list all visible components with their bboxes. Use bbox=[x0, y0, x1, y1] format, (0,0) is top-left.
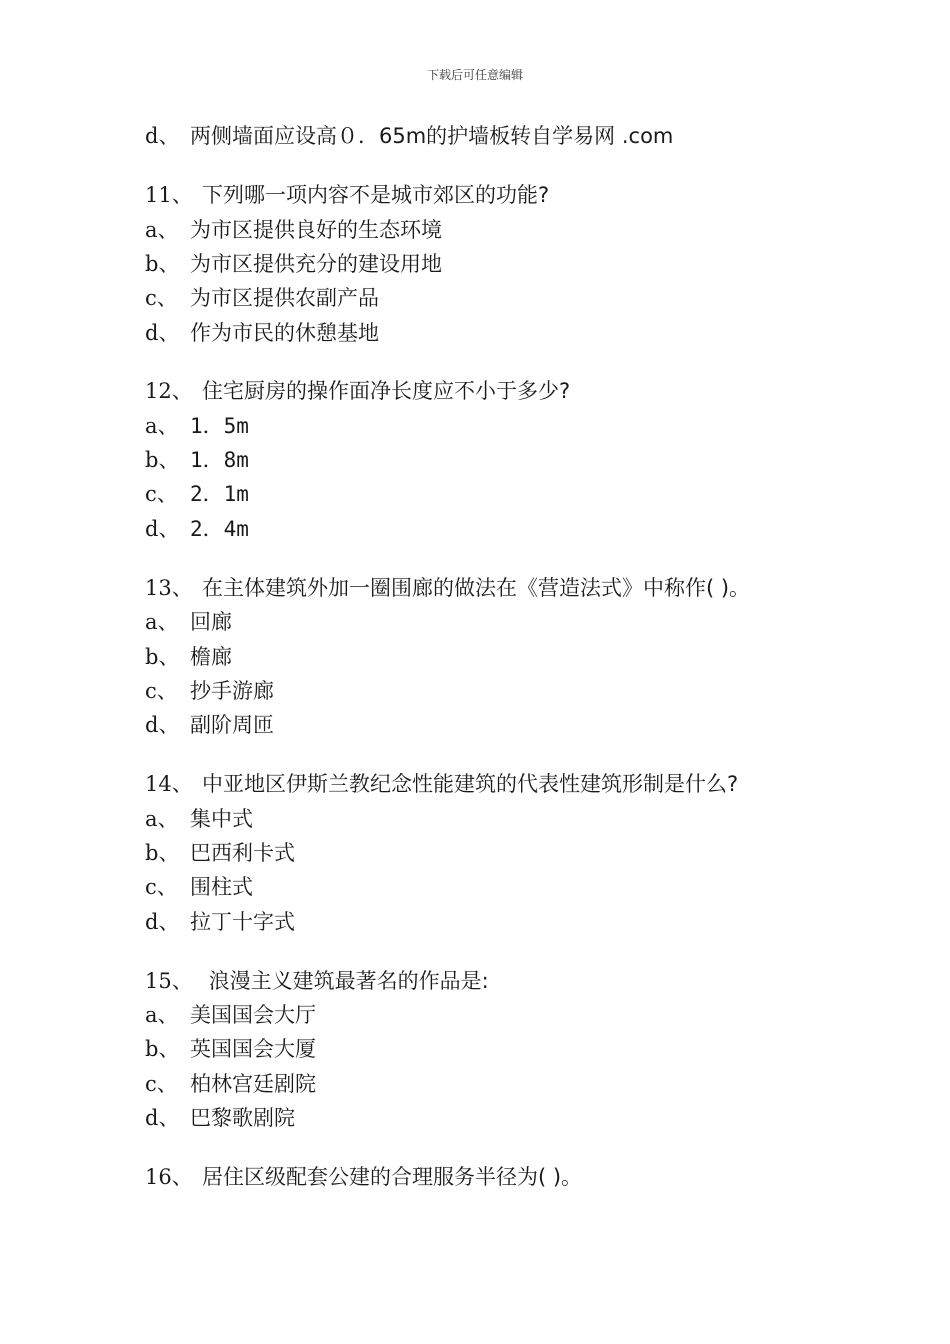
option-text: 巴黎歌剧院 bbox=[190, 1106, 295, 1130]
question-13 bbox=[145, 574, 750, 602]
option-12d bbox=[145, 515, 249, 543]
question-number: 14、 bbox=[145, 772, 193, 796]
question-text: 中亚地区伊斯兰教纪念性能建筑的代表性建筑形制是什么? bbox=[202, 772, 739, 796]
option-12c bbox=[145, 480, 249, 508]
option-label: b、 bbox=[145, 1037, 180, 1061]
option-text: 抄手游廊 bbox=[190, 679, 274, 703]
option-text: 为市区提供良好的生态环境 bbox=[190, 218, 442, 242]
option-text: 集中式 bbox=[190, 807, 253, 831]
question-text: 浪漫主义建筑最著名的作品是: bbox=[202, 969, 489, 993]
option-text: 两侧墙面应设高０．65m的护墙板转自学易网 .com bbox=[190, 124, 674, 148]
option-label: c、 bbox=[145, 875, 178, 899]
option-15c bbox=[145, 1070, 316, 1098]
option-label: a、 bbox=[145, 1003, 179, 1027]
option-text: 1．8m bbox=[190, 448, 249, 472]
option-12a bbox=[145, 412, 249, 440]
option-label: d、 bbox=[145, 517, 180, 541]
option-label: d、 bbox=[145, 1106, 180, 1130]
option-11a bbox=[145, 216, 442, 244]
option-text: 英国国会大厦 bbox=[190, 1037, 316, 1061]
option-label: a、 bbox=[145, 807, 179, 831]
option-text: 2．4m bbox=[190, 517, 249, 541]
option-text: 1．5m bbox=[190, 414, 249, 438]
option-text: 2．1m bbox=[190, 482, 249, 506]
question-15 bbox=[145, 967, 489, 995]
question-number: 15、 bbox=[145, 969, 193, 993]
question-number: 11、 bbox=[145, 183, 193, 207]
option-13c bbox=[145, 677, 274, 705]
option-text: 檐廊 bbox=[190, 645, 232, 669]
question-16 bbox=[145, 1163, 582, 1191]
page-header: 下载后可任意编辑 bbox=[426, 68, 523, 82]
option-label: c、 bbox=[145, 1072, 178, 1096]
option-label: b、 bbox=[145, 252, 180, 276]
option-11d bbox=[145, 319, 379, 347]
option-label: d、 bbox=[145, 910, 180, 934]
question-number: 13、 bbox=[145, 576, 193, 600]
option-14d bbox=[145, 908, 295, 936]
option-11c bbox=[145, 284, 379, 312]
option-text: 围柱式 bbox=[190, 875, 253, 899]
option-11b bbox=[145, 250, 442, 278]
question-14 bbox=[145, 770, 738, 798]
option-label: b、 bbox=[145, 448, 180, 472]
option-label: d、 bbox=[145, 321, 180, 345]
option-label: b、 bbox=[145, 841, 180, 865]
option-14c bbox=[145, 873, 253, 901]
option-text: 作为市民的休憩基地 bbox=[190, 321, 379, 345]
question-12 bbox=[145, 377, 570, 405]
option-14a bbox=[145, 805, 253, 833]
option-text: 为市区提供充分的建设用地 bbox=[190, 252, 442, 276]
option-text: 为市区提供农副产品 bbox=[190, 286, 379, 310]
question-number: 16、 bbox=[145, 1165, 193, 1189]
option-label: a、 bbox=[145, 218, 179, 242]
question-number: 12、 bbox=[145, 379, 193, 403]
option-text: 拉丁十字式 bbox=[190, 910, 295, 934]
question-text: 在主体建筑外加一圈围廊的做法在《营造法式》中称作( )。 bbox=[202, 576, 751, 600]
option-label: a、 bbox=[145, 610, 179, 634]
question-text: 下列哪一项内容不是城市郊区的功能? bbox=[202, 183, 550, 207]
option-label: a、 bbox=[145, 414, 179, 438]
option-13b bbox=[145, 643, 232, 671]
option-13d bbox=[145, 711, 274, 739]
option-text: 回廊 bbox=[190, 610, 232, 634]
option-text: 副阶周匝 bbox=[190, 713, 274, 737]
option-14b bbox=[145, 839, 295, 867]
question-11 bbox=[145, 181, 549, 209]
option-15a bbox=[145, 1001, 316, 1029]
option-text: 柏林宫廷剧院 bbox=[190, 1072, 316, 1096]
question-text: 居住区级配套公建的合理服务半径为( )。 bbox=[202, 1165, 583, 1189]
option-15d bbox=[145, 1104, 295, 1132]
option-label: d、 bbox=[145, 124, 180, 148]
option-text: 美国国会大厅 bbox=[190, 1003, 316, 1027]
option-label: c、 bbox=[145, 286, 178, 310]
option-label: d、 bbox=[145, 713, 180, 737]
option-12b bbox=[145, 446, 249, 474]
lead-option bbox=[145, 122, 673, 150]
option-15b bbox=[145, 1035, 316, 1063]
option-label: c、 bbox=[145, 482, 178, 506]
question-text: 住宅厨房的操作面净长度应不小于多少? bbox=[202, 379, 571, 403]
option-text: 巴西利卡式 bbox=[190, 841, 295, 865]
option-13a bbox=[145, 608, 232, 636]
option-label: b、 bbox=[145, 645, 180, 669]
option-label: c、 bbox=[145, 679, 178, 703]
